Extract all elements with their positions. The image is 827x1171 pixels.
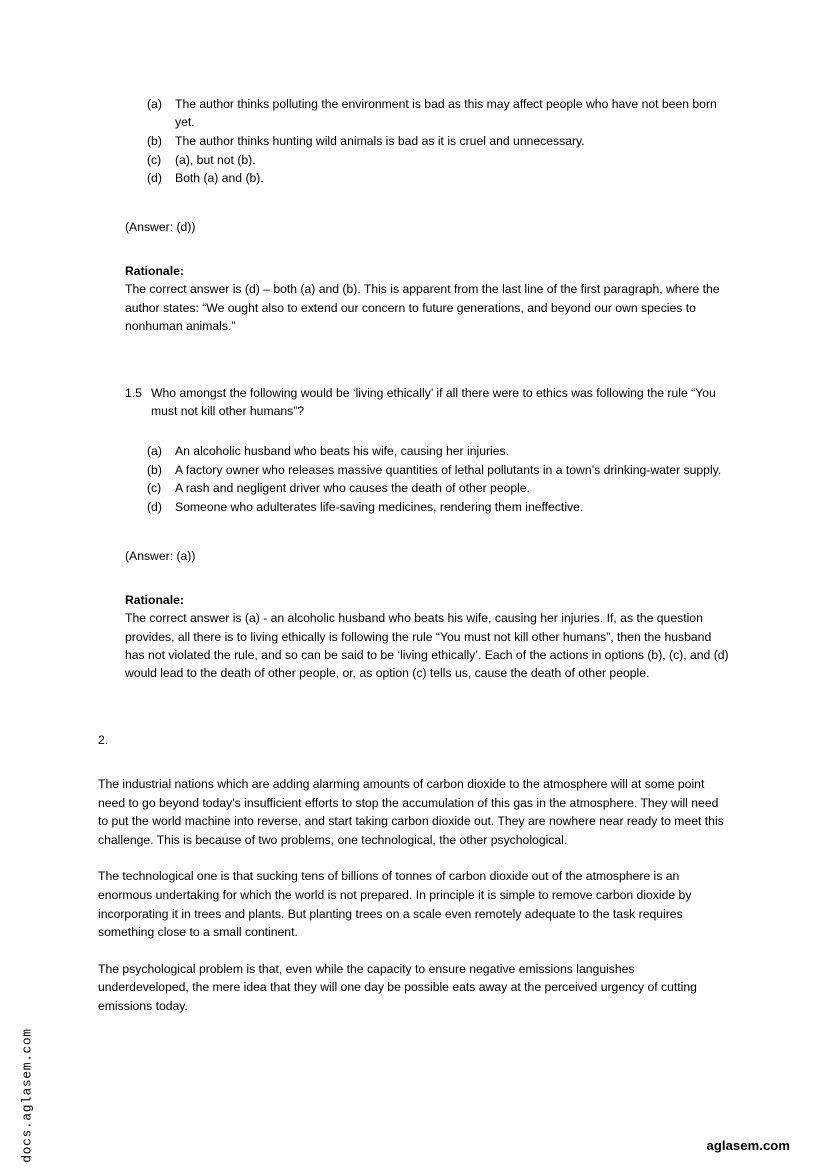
list-item <box>96 95 730 131</box>
options-list-question-1-5 <box>96 442 730 516</box>
list-item <box>96 151 730 169</box>
option-marker: (d) <box>147 171 162 186</box>
answer-line: (Answer: (a)) <box>125 548 196 563</box>
option-text: The author thinks polluting the environment is bad as this may affect people who have not been born yet. <box>175 97 717 130</box>
section-number: 2. <box>98 732 109 747</box>
option-text: (a), but not (b). <box>175 152 256 167</box>
footer-brand: aglasem.com <box>706 1138 790 1153</box>
list-item <box>96 461 730 479</box>
rationale-text: The correct answer is (d) – both (a) and (b). This is apparent from the last line of the first paragraph, where the author states: “We ought also to extend our concern to future generations, and beyond our own species to nonhuman animals.” <box>125 282 720 334</box>
option-text: A factory owner who releases massive quantities of lethal pollutants in a town’s drinking-water supply. <box>175 462 722 477</box>
option-text: The author thinks hunting wild animals is bad as it is cruel and unnecessary. <box>175 133 585 148</box>
option-text: Someone who adulterates life-saving medicines, rendering them ineffective. <box>175 500 584 515</box>
option-marker: (a) <box>147 97 162 111</box>
option-marker: (b) <box>147 133 162 148</box>
option-marker: (a) <box>147 444 162 459</box>
list-item <box>96 498 730 516</box>
option-marker: (c) <box>147 152 162 167</box>
option-text: An alcoholic husband who beats his wife, causing her injuries. <box>175 444 509 459</box>
list-item <box>96 132 730 150</box>
question-text: Who amongst the following would be ‘living ethically’ if all there were to ethics was following the rule “You must not kill other humans”? <box>151 385 716 418</box>
question-1-5 <box>125 384 730 420</box>
option-marker: (d) <box>147 500 162 515</box>
answer-line: (Answer: (d)) <box>125 220 196 235</box>
document-content <box>96 95 730 1016</box>
rationale-text: The correct answer is (a) - an alcoholic husband who beats his wife, causing her injuries. If, as the question provides, all there is to living ethically is following the rule “You must not kill other humans”, then the husband has not violated the rule, and so can be said to be ‘living ethically’. Each of the actions in options (b), (c), and (d) would lead to the death of other people, or, as option (c) tells us, cause the death of other people. <box>125 611 729 681</box>
rationale-heading: Rationale: <box>125 264 184 279</box>
rationale-heading: Rationale: <box>125 593 184 608</box>
option-marker: (b) <box>147 462 162 477</box>
list-item <box>96 479 730 497</box>
passage-paragraph: The technological one is that sucking tens of billions of tonnes of carbon dioxide out of the atmosphere is an enormous undertaking for which the world is not prepared. In principle it is simple to remove carbon dioxide by incorporating it in trees and plants. But planting trees on a scale even remotely adequate to the task requires something close to a small continent. <box>98 869 692 940</box>
list-item <box>96 169 730 187</box>
passage-paragraph: The psychological problem is that, even while the capacity to ensure negative emissions languishes underdeveloped, the mere idea that they will one day be possible eats away at the perceived urgency of cutting emissions today. <box>98 961 697 1014</box>
option-text: Both (a) and (b). <box>175 171 264 186</box>
side-watermark: docs.aglasem.com <box>19 1028 35 1163</box>
option-marker: (c) <box>147 481 162 496</box>
question-number: 1.5 <box>125 385 142 400</box>
passage-paragraph: The industrial nations which are adding alarming amounts of carbon dioxide to the atmosphere will at some point need to go beyond today’s insufficient efforts to stop the accumulation of this gas in the atmosphere. They will need to put the world machine into reverse, and start taking carbon dioxide out. They are nowhere near ready to meet this challenge. This is because of two problems, one technological, the other psychological. <box>98 777 724 847</box>
option-text: A rash and negligent driver who causes the death of other people. <box>175 481 531 496</box>
options-list-previous-question <box>96 95 730 188</box>
list-item <box>96 442 730 460</box>
